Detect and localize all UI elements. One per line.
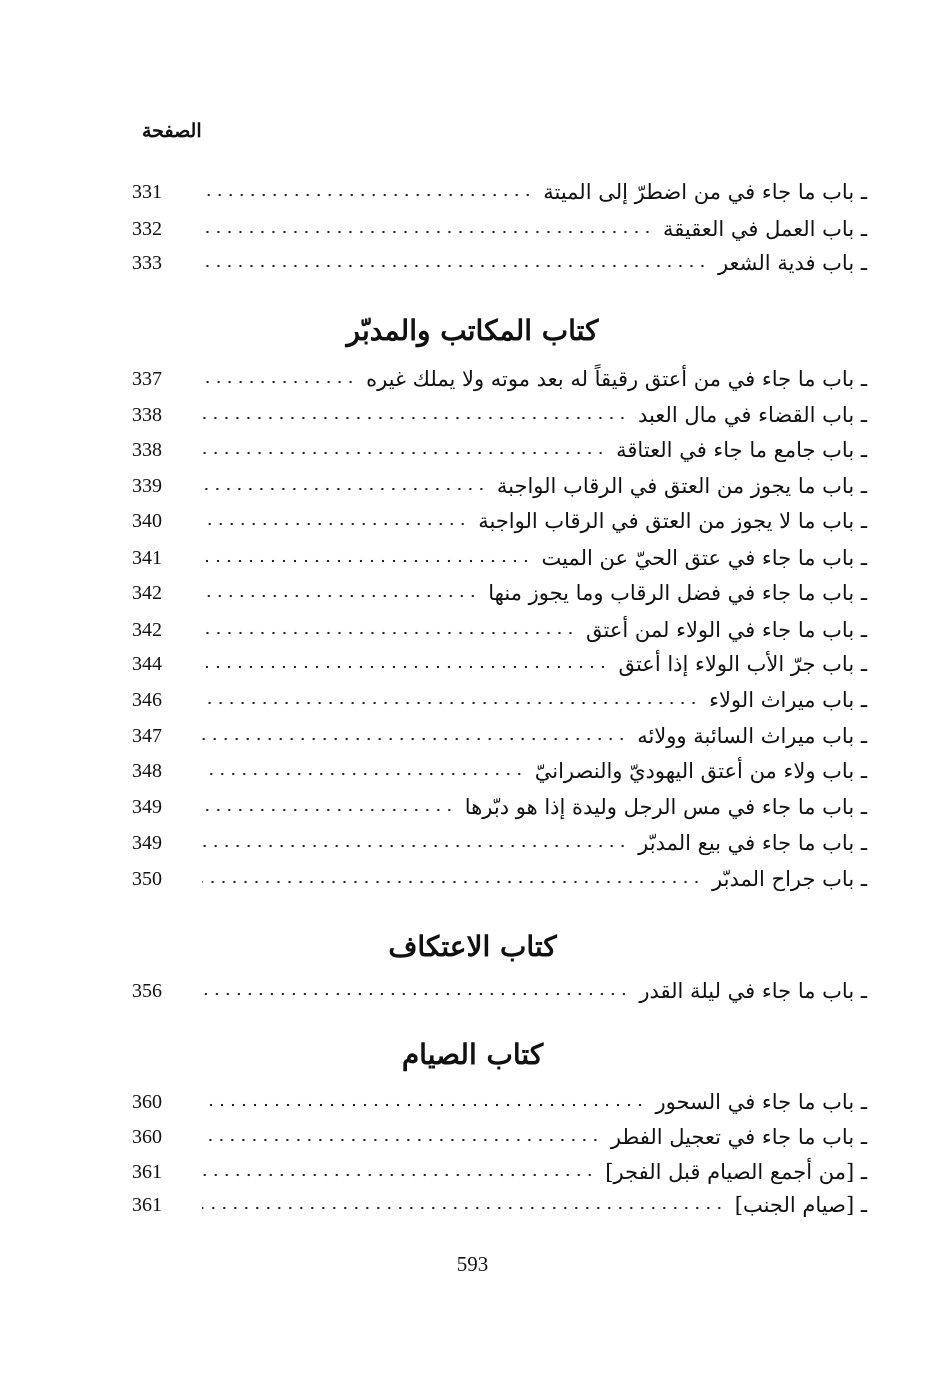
toc-row: [132, 504, 867, 538]
dot-leader: [202, 880, 702, 884]
toc-entry-page: 338: [132, 404, 162, 426]
dot-leader: [202, 701, 699, 705]
page-column-header: الصفحة: [142, 120, 202, 142]
toc-row: [132, 175, 867, 209]
toc-row: [132, 862, 867, 896]
toc-entry-title: ـ باب القضاء في مال العبد: [637, 403, 867, 427]
dot-leader: [202, 992, 629, 996]
dot-leader: [202, 772, 525, 776]
dot-leader: [202, 193, 533, 197]
toc-entry-page: 349: [132, 832, 162, 854]
dot-leader: [202, 1206, 725, 1210]
toc-entry-title: ـ باب ما جاء في من أعتق رقيقاً له بعد موته ولا يملك غيره: [366, 367, 867, 391]
toc-entry-page: 361: [132, 1194, 162, 1216]
toc-entry-title: ـ باب جرّ الأب الولاء إذا أعتق: [618, 652, 867, 676]
dot-leader: [202, 264, 708, 268]
toc-row: [132, 1188, 867, 1222]
toc-entry-title: ـ باب ما جاء في فضل الرقاب وما يجوز منها: [488, 581, 867, 605]
dot-leader: [202, 631, 576, 635]
toc-row: [132, 398, 867, 432]
dot-leader: [202, 522, 468, 526]
toc-row: [132, 790, 867, 824]
toc-row: [132, 683, 867, 717]
toc-entry-title: ـ باب جراح المدبّر: [712, 867, 867, 891]
page-number: 593: [456, 1252, 489, 1276]
toc-entry-title: ـ باب ما جاء في مس الرجل وليدة إذا هو دبّرها: [464, 795, 867, 819]
toc-entry-page: 342: [132, 619, 162, 641]
toc-row: [132, 613, 867, 647]
toc-entry-title: ـ [من أجمع الصيام قبل الفجر]: [605, 1160, 867, 1184]
toc-row: [132, 576, 867, 610]
toc-entry-title: ـ باب ما جاء في من اضطرّ إلى الميتة: [543, 180, 867, 204]
toc-entry-title: ـ باب ما جاء في ليلة القدر: [639, 979, 867, 1003]
toc-entry-page: 338: [132, 439, 162, 461]
dot-leader: [202, 1138, 601, 1142]
toc-entry-title: ـ باب ما جاء في بيع المدبّر: [638, 831, 867, 855]
section-title: كتاب الاعتكاف: [388, 930, 557, 963]
toc-entry-page: 360: [132, 1126, 162, 1148]
toc-row: [132, 1085, 867, 1119]
toc-row: [132, 433, 867, 467]
dot-leader: [202, 230, 653, 234]
toc-entry-title: ـ باب ما جاء في عتق الحيّ عن الميت: [541, 546, 867, 570]
toc-row: [132, 212, 867, 246]
dot-leader: [202, 487, 487, 491]
dot-leader: [202, 416, 628, 420]
toc-entry-title: ـ باب ولاء من أعتق اليهوديّ والنصرانيّ: [534, 759, 867, 783]
toc-entry-page: 350: [132, 868, 162, 890]
toc-entry-page: 346: [132, 689, 162, 711]
toc-entry-page: 339: [132, 475, 162, 497]
toc-row: [132, 469, 867, 503]
toc-row: [132, 1155, 867, 1189]
toc-entry-page: 347: [132, 725, 162, 747]
toc-entry-title: ـ باب ما جاء في الولاء لمن أعتق: [585, 618, 867, 642]
toc-entry-title: ـ باب ميراث السائبة وولائه: [637, 724, 867, 748]
toc-row: [132, 362, 867, 396]
section-title: كتاب المكاتب والمدبّر: [346, 314, 599, 347]
toc-entry-title: ـ باب جامع ما جاء في العتاقة: [616, 438, 867, 462]
toc-entry-page: 361: [132, 1161, 162, 1183]
toc-entry-title: ـ [صيام الجنب]: [734, 1193, 867, 1217]
dot-leader: [202, 844, 628, 848]
toc-entry-title: ـ باب ما لا يجوز من العتق في الرقاب الواجبة: [478, 509, 867, 533]
toc-row: [132, 719, 867, 753]
toc-row: [132, 1120, 867, 1154]
toc-entry-page: 333: [132, 252, 162, 274]
toc-entry-title: ـ باب ما جاء في تعجيل الفطر: [610, 1125, 867, 1149]
toc-entry-page: 337: [132, 368, 162, 390]
toc-entry-page: 340: [132, 510, 162, 532]
toc-row: [132, 541, 867, 575]
dot-leader: [202, 737, 627, 741]
toc-row: [132, 826, 867, 860]
toc-entry-title: ـ باب ما جاء في السحور: [655, 1090, 867, 1114]
toc-entry-page: 349: [132, 796, 162, 818]
dot-leader: [202, 451, 606, 455]
toc-entry-page: 342: [132, 582, 162, 604]
toc-entry-page: 332: [132, 218, 162, 240]
toc-entry-page: 341: [132, 547, 162, 569]
toc-row: [132, 974, 867, 1008]
toc-entry-page: 348: [132, 760, 162, 782]
toc-row: [132, 754, 867, 788]
dot-leader: [202, 808, 455, 812]
dot-leader: [202, 380, 356, 384]
toc-entry-title: ـ باب ميراث الولاء: [709, 688, 867, 712]
toc-row: [132, 246, 867, 280]
toc-entry-page: 331: [132, 181, 162, 203]
dot-leader: [202, 1173, 595, 1177]
toc-entry-title: ـ باب ما يجوز من العتق في الرقاب الواجبة: [496, 474, 867, 498]
dot-leader: [202, 665, 608, 669]
toc-entry-title: ـ باب فدية الشعر: [717, 251, 867, 275]
toc-entry-page: 344: [132, 653, 162, 675]
toc-entry-page: 360: [132, 1091, 162, 1113]
toc-row: [132, 647, 867, 681]
dot-leader: [202, 594, 478, 598]
toc-entry-page: 356: [132, 980, 162, 1002]
section-title: كتاب الصيام: [401, 1038, 544, 1071]
toc-entry-title: ـ باب العمل في العقيقة: [662, 217, 867, 241]
dot-leader: [202, 1103, 646, 1107]
dot-leader: [202, 559, 531, 563]
